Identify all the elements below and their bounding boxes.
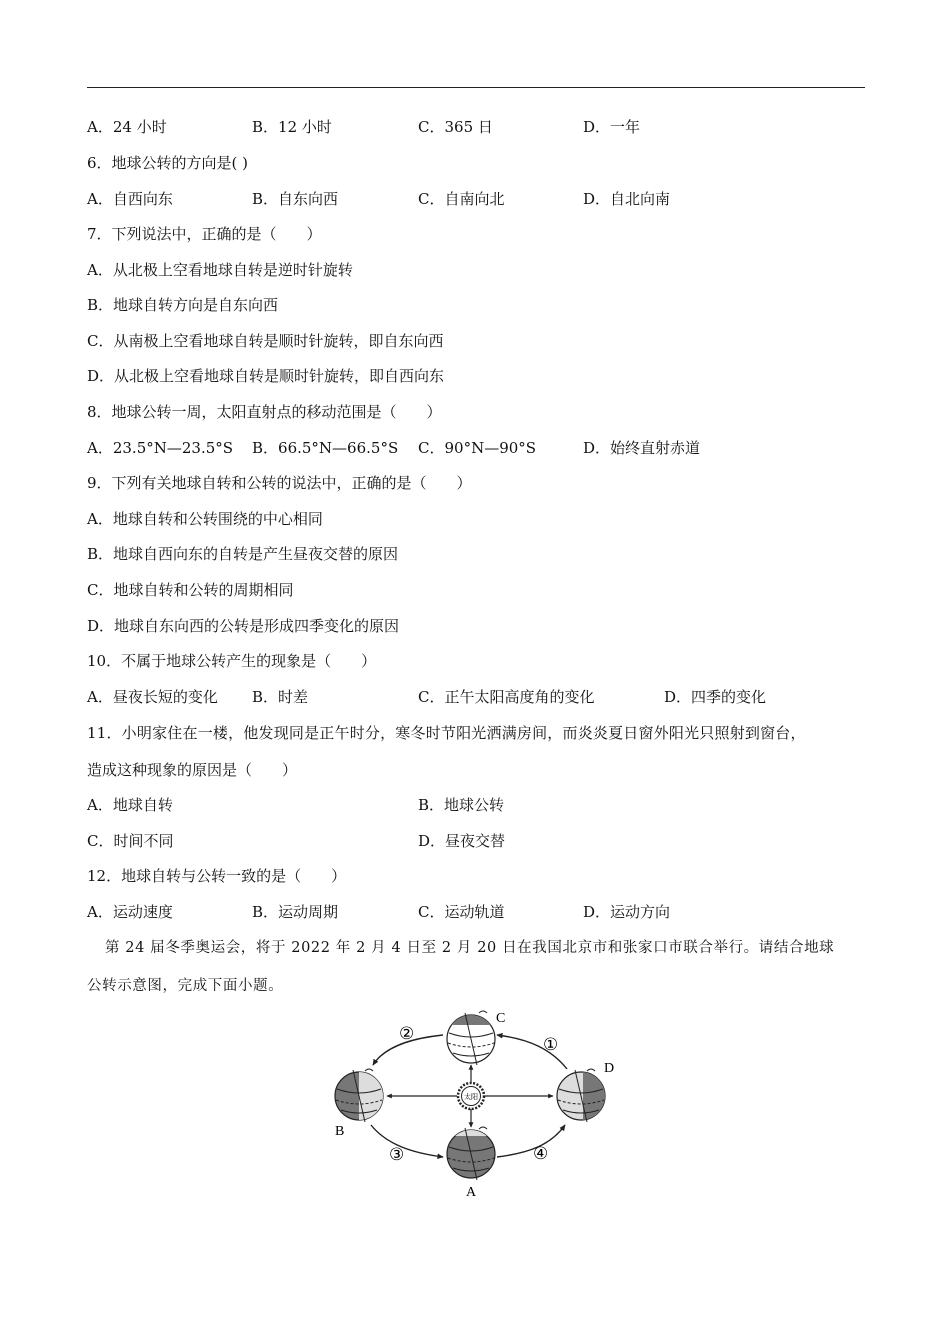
q6-option-c: C．自南向北 xyxy=(418,190,505,208)
q11-stem-line1: 11．小明家住在一楼，他发现同是正午时分，寒冬时节阳光洒满房间，而炎炎夏日窗外阳光只照射到窗台， xyxy=(87,724,806,742)
label-a: A xyxy=(466,1185,477,1200)
q6-option-a: A．自西向东 xyxy=(87,190,173,208)
q6-option-d: D．自北向南 xyxy=(583,190,671,208)
q12-stem: 12．地球自转与公转一致的是（ ） xyxy=(87,867,347,885)
earth-position-a xyxy=(447,1127,495,1180)
q12-option-b: B．运动周期 xyxy=(252,903,339,921)
header-rule xyxy=(87,87,865,88)
q8-option-b: B．66.5°N—66.5°S xyxy=(252,439,399,457)
arrow-label-1: ① xyxy=(543,1035,559,1055)
q10-option-c: C．正午太阳高度角的变化 xyxy=(418,688,595,706)
arrow-label-2: ② xyxy=(399,1024,415,1044)
q7-option-a: A．从北极上空看地球自转是逆时针旋转 xyxy=(87,261,353,279)
q7-stem: 7．下列说法中，正确的是（ ） xyxy=(87,225,322,243)
orbit-arrow-3 xyxy=(371,1125,443,1157)
q8-option-c: C．90°N—90°S xyxy=(418,439,537,457)
q7-option-b: B．地球自转方向是自东向西 xyxy=(87,296,279,314)
q8-option-d: D．始终直射赤道 xyxy=(583,439,701,457)
label-d: D xyxy=(604,1061,615,1076)
q9-stem: 9．下列有关地球自转和公转的说法中，正确的是（ ） xyxy=(87,474,472,492)
q7-option-d: D．从北极上空看地球自转是顺时针旋转，即自西向东 xyxy=(87,367,445,385)
q10-option-d: D．四季的变化 xyxy=(664,688,767,706)
q8-option-a: A．23.5°N—23.5°S xyxy=(87,439,234,457)
q6-option-b: B．自东向西 xyxy=(252,190,339,208)
passage-line1: 第 24 届冬季奥运会，将于 2022 年 2 月 4 日至 2 月 20 日在我国北京市和张家口市联合举行。请结合地球 xyxy=(105,940,835,956)
q11-option-d: D．昼夜交替 xyxy=(418,832,506,850)
q11-stem-line2: 造成这种现象的原因是（ ） xyxy=(87,761,298,779)
q10-option-b: B．时差 xyxy=(252,688,309,706)
label-c: C xyxy=(496,1011,506,1026)
earth-position-b xyxy=(335,1069,385,1122)
q11-option-c: C．时间不同 xyxy=(87,832,174,850)
earth-revolution-diagram xyxy=(325,1005,625,1205)
q9-option-c: C．地球自转和公转的周期相同 xyxy=(87,581,294,599)
q12-option-c: C．运动轨道 xyxy=(418,903,505,921)
q8-stem: 8．地球公转一周，太阳直射点的移动范围是（ ） xyxy=(87,403,442,421)
q5-option-c: C．365 日 xyxy=(418,118,493,136)
earth-position-c xyxy=(447,1011,495,1065)
q11-option-b: B．地球公转 xyxy=(418,796,505,814)
q11-option-a: A．地球自转 xyxy=(87,796,173,814)
q7-option-c: C．从南极上空看地球自转是顺时针旋转，即自东向西 xyxy=(87,332,444,350)
q5-option-b: B．12 小时 xyxy=(252,118,332,136)
q12-option-d: D．运动方向 xyxy=(583,903,671,921)
orbit-arrow-4 xyxy=(497,1125,565,1157)
q12-option-a: A．运动速度 xyxy=(87,903,173,921)
q5-option-a: A．24 小时 xyxy=(87,118,167,136)
q9-option-d: D．地球自东向西的公转是形成四季变化的原因 xyxy=(87,617,400,635)
q10-stem: 10．不属于地球公转产生的现象是（ ） xyxy=(87,652,377,670)
arrow-label-4: ④ xyxy=(533,1144,549,1164)
q6-stem: 6．地球公转的方向是( ) xyxy=(87,154,249,172)
q5-option-d: D．一年 xyxy=(583,118,641,136)
q9-option-a: A．地球自转和公转围绕的中心相同 xyxy=(87,510,323,528)
label-b: B xyxy=(335,1124,345,1139)
q10-option-a: A．昼夜长短的变化 xyxy=(87,688,218,706)
earth-position-d xyxy=(557,1069,607,1122)
q9-option-b: B．地球自西向东的自转是产生昼夜交替的原因 xyxy=(87,545,399,563)
sun-label: 太阳 xyxy=(464,1093,478,1101)
passage-line2: 公转示意图，完成下面小题。 xyxy=(87,978,284,994)
arrow-label-3: ③ xyxy=(389,1145,405,1165)
